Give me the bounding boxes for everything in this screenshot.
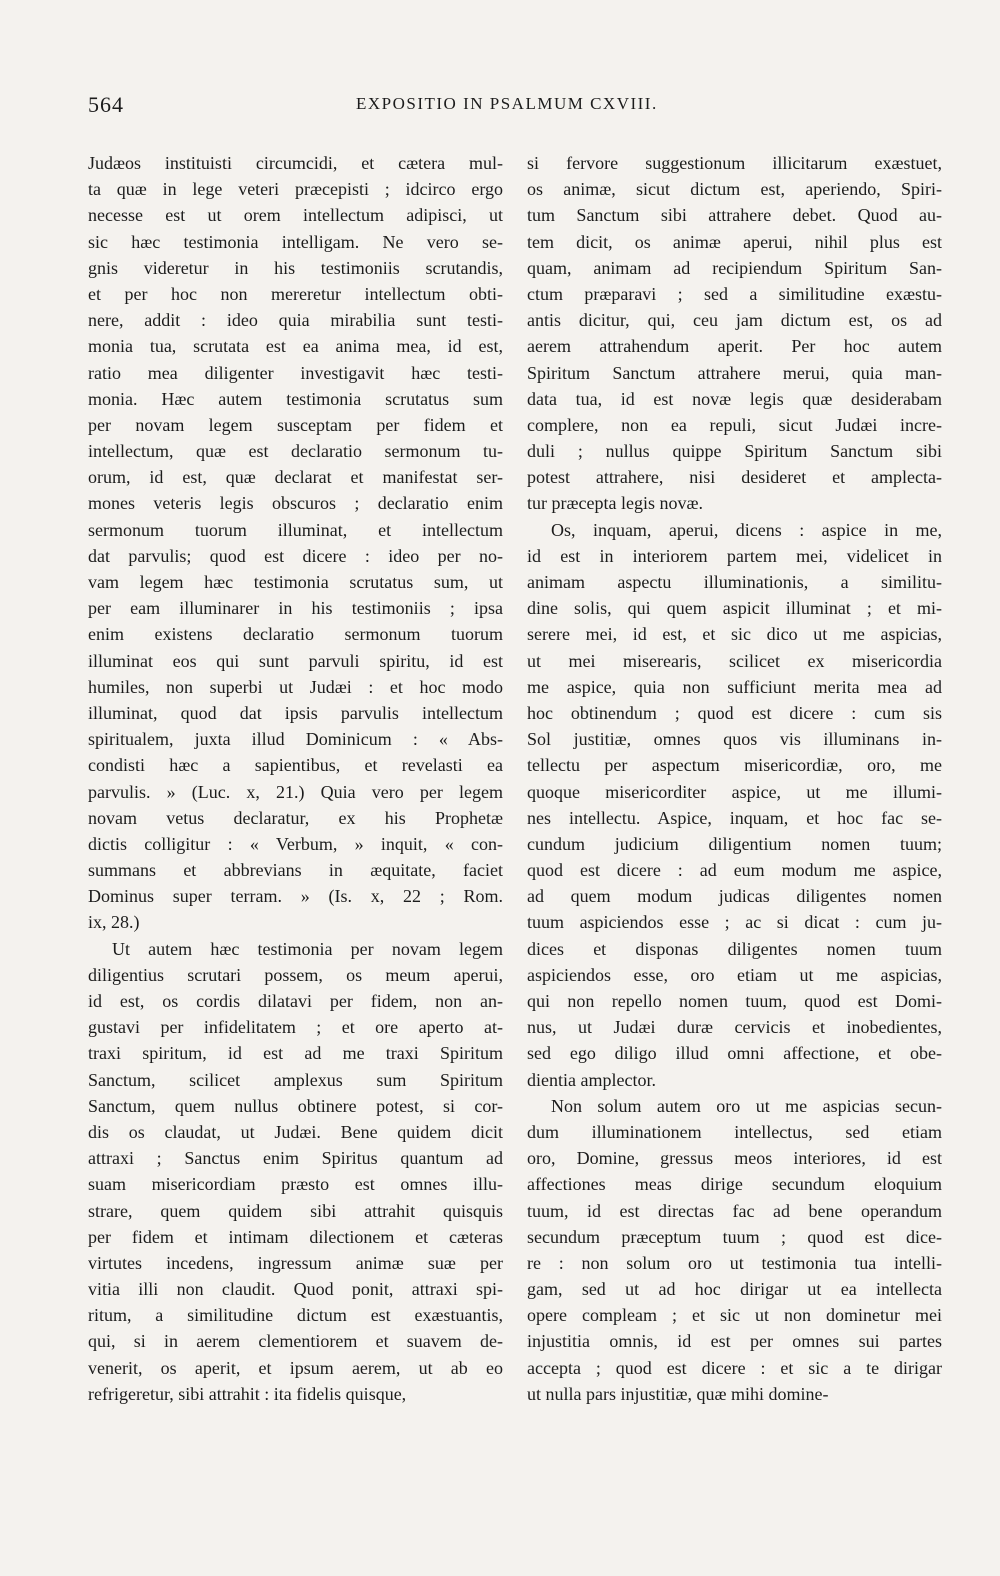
text-line: Sol justitiæ, omnes quos vis illuminans in- — [527, 729, 942, 750]
right-text-column — [527, 150, 942, 1407]
text-line: et per hoc non mereretur intellectum obti- — [88, 283, 503, 304]
text-line: humiles, non superbi ut Judæi : et hoc modo — [88, 676, 503, 697]
text-line: venerit, os aperit, et ipsum aerem, ut ab eo — [88, 1357, 503, 1378]
text-line: ratio mea diligenter investigavit hæc testi- — [88, 362, 503, 383]
text-line: condisti hæc a sapientibus, et revelasti ea — [88, 755, 503, 776]
text-line: intellectum, quæ est declaratio sermonum tu- — [88, 441, 503, 462]
text-line: affectiones meas dirige secundum eloquium — [527, 1174, 942, 1195]
text-line: id est, os cordis dilatavi per fidem, non an- — [88, 991, 503, 1011]
text-line: ritum, a similitudine dictum est exæstuantis, — [88, 1305, 503, 1326]
text-line: secundum præceptum tuum ; quod est dice- — [527, 1226, 942, 1247]
text-line: quod est dicere : ad eum modum me aspice, — [527, 860, 942, 881]
text-line: ut mei miserearis, scilicet ex misericordia — [527, 650, 942, 671]
text-line: complere, non ea repuli, sicut Judæi incre- — [527, 414, 942, 435]
text-line: dientia amplector. — [527, 1069, 656, 1090]
text-line: antis dicitur, qui, ceu jam dictum est, os ad — [527, 310, 942, 331]
text-line: serere mei, id est, et sic dico ut me aspicias, — [527, 624, 942, 645]
text-line: strare, quem quidem sibi attrahit quisquis — [88, 1200, 503, 1221]
text-line: tur præcepta legis novæ. — [527, 493, 703, 514]
text-line: per eam illuminarer in his testimoniis ; ipsa — [88, 598, 503, 619]
text-line: sermonum tuorum illuminat, et intellectum — [88, 519, 503, 540]
left-text-column — [88, 150, 503, 1407]
text-line: quam, animam ad recipiendum Spiritum San- — [527, 257, 942, 278]
text-line: ix, 28.) — [88, 912, 140, 933]
text-line: me aspice, quia non sufficiunt merita mea ad — [527, 676, 942, 697]
text-line: gustavi per infidelitatem ; et ore aperto at- — [88, 1017, 503, 1038]
text-line: qui non repello nomen tuum, quod est Domi- — [527, 991, 942, 1011]
text-line: opere compleam ; et sic ut non dominetur mei — [527, 1305, 942, 1326]
text-line: ta quæ in lege veteri præcepisti ; idcirco ergo — [88, 179, 503, 200]
text-line: virtutes incedens, ingressum animæ suæ per — [88, 1252, 503, 1273]
text-line: orum, id est, quæ declarat et manifestat ser- — [88, 467, 503, 488]
text-line: nus, ut Judæi duræ cervicis et inobedientes, — [527, 1017, 942, 1038]
text-line: nes intellectu. Aspice, inquam, et hoc fac se- — [527, 807, 942, 828]
text-line: Sanctum, quem nullus obtinere potest, si cor- — [88, 1095, 503, 1116]
text-line: nere, addit : ideo quia mirabilia sunt testi- — [88, 310, 503, 331]
text-line: accepta ; quod est dicere : et sic a te dirigar — [527, 1357, 942, 1378]
text-line: diligentius scrutari possem, os meum aperui, — [88, 964, 503, 985]
text-line: refrigeretur, sibi attrahit : ita fidelis quisque, — [88, 1383, 407, 1404]
text-line: attraxi ; Sanctus enim Spiritus quantum ad — [88, 1148, 503, 1169]
text-line: novam vetus declaratur, ex his Prophetæ — [88, 807, 503, 828]
text-line: gam, sed ut ad hoc dirigar ut ea intellecta — [527, 1279, 942, 1300]
text-line: data tua, id est novæ legis quæ desiderabam — [527, 388, 942, 409]
text-line: monia tua, scrutata est ea anima mea, id est, — [88, 336, 503, 357]
text-line: per novam legem susceptam per fidem et — [88, 414, 503, 435]
text-line: Dominus super terram. » (Is. x, 22 ; Rom. — [88, 886, 503, 907]
text-line: oro, Domine, gressus meos interiores, id est — [527, 1148, 942, 1169]
text-line: si fervore suggestionum illicitarum exæstuet, — [527, 153, 942, 173]
text-line: Ut autem hæc testimonia per novam legem — [112, 938, 503, 959]
text-line: qui, si in aerem clementiorem et suavem de- — [88, 1331, 503, 1352]
text-line: sic hæc testimonia intelligam. Ne vero se- — [88, 231, 503, 252]
text-line: gnis videretur in his testimoniis scrutandis, — [88, 257, 503, 278]
page-header — [88, 92, 908, 122]
text-line: Os, inquam, aperui, dicens : aspice in me, — [551, 519, 942, 540]
text-line: cundum judicium diligentium nomen tuum; — [527, 833, 942, 854]
text-line: monia. Hæc autem testimonia scrutatus sum — [88, 388, 503, 409]
text-line: re : non solum oro ut testimonia tua intelli- — [527, 1252, 942, 1273]
text-line: Sanctum, scilicet amplexus sum Spiritum — [88, 1069, 503, 1090]
text-line: tellectu per aspectum misericordiæ, oro, me — [527, 755, 942, 776]
text-line: hoc obtinendum ; quod est dicere : cum sis — [527, 702, 942, 723]
text-line: ad quem modum judicas diligentes nomen — [527, 886, 942, 907]
text-line: ut nulla pars injustitiæ, quæ mihi domine- — [527, 1383, 829, 1404]
text-line: sed ego diligo illud omni affectione, et obe- — [527, 1043, 942, 1064]
text-line: potest attrahere, nisi desideret et amplecta- — [527, 467, 942, 488]
text-line: mones veteris legis obscuros ; declaratio enim — [88, 493, 503, 514]
text-line: animam aspectu illuminationis, a similitu- — [527, 572, 942, 592]
text-line: dis os claudat, ut Judæi. Bene quidem dicit — [88, 1121, 503, 1142]
text-line: tum Sanctum sibi attrahere debet. Quod au- — [527, 205, 942, 226]
text-line: dices et disponas diligentes nomen tuum — [527, 938, 942, 959]
text-line: aspiciendos esse, oro etiam ut me aspicias, — [527, 964, 942, 985]
text-line: necesse est ut orem intellectum adipisci, ut — [88, 205, 503, 226]
text-line: tuum, id est directas fac ad bene operandum — [527, 1200, 942, 1221]
text-line: os animæ, sicut dictum est, aperiendo, Spiri- — [527, 179, 942, 200]
text-line: Non solum autem oro ut me aspicias secun- — [551, 1095, 942, 1116]
text-line: suam misericordiam præsto est omnes illu- — [88, 1174, 503, 1195]
text-line: dictis colligitur : « Verbum, » inquit, « con- — [88, 833, 503, 854]
text-line: Judæos instituisti circumcidi, et cætera mul- — [88, 153, 503, 173]
text-line: quoque misericorditer aspice, ut me illumi- — [527, 781, 942, 802]
text-line: ctum præparavi ; sed a similitudine exæstu- — [527, 283, 942, 304]
text-line: vam legem hæc testimonia scrutatus sum, ut — [88, 572, 503, 592]
text-line: illuminat eos qui sunt parvuli spiritu, id est — [88, 650, 503, 671]
text-line: tuum aspiciendos esse ; ac si dicat : cum ju- — [527, 912, 942, 933]
text-line: illuminat, quod dat ipsis parvulis intellectum — [88, 702, 503, 723]
text-line: traxi spiritum, id est ad me traxi Spiritum — [88, 1043, 503, 1064]
page-number: 564 — [88, 92, 124, 117]
text-line: aerem attrahendum aperit. Per hoc autem — [527, 336, 942, 357]
text-line: tem dicit, os animæ aperui, nihil plus est — [527, 231, 942, 252]
text-line: per fidem et intimam dilectionem et cæteras — [88, 1226, 503, 1247]
text-line: injustitia omnis, id est per omnes sui partes — [527, 1331, 942, 1352]
text-line: dat parvulis; quod est dicere : ideo per no- — [88, 545, 503, 566]
text-line: parvulis. » (Luc. x, 21.) Quia vero per legem — [88, 781, 503, 802]
text-line: id est in interiorem partem mei, videlicet in — [527, 545, 942, 566]
running-head: EXPOSITIO IN PSALMUM CXVIII. — [356, 94, 658, 113]
text-line: summans et abbrevians in æquitate, faciet — [88, 860, 503, 881]
text-line: dum illuminationem intellectus, sed etiam — [527, 1121, 942, 1142]
text-line: vitia illi non claudit. Quod ponit, attraxi spi- — [88, 1279, 503, 1300]
text-line: duli ; nullus quippe Spiritum Sanctum sibi — [527, 441, 942, 462]
text-line: enim existens declaratio sermonum tuorum — [88, 624, 503, 645]
text-line: Spiritum Sanctum attrahere merui, quia man- — [527, 362, 942, 383]
text-line: spiritualem, juxta illud Dominicum : « Abs- — [88, 729, 503, 750]
text-line: dine solis, qui quem aspicit illuminat ; et mi- — [527, 598, 942, 619]
